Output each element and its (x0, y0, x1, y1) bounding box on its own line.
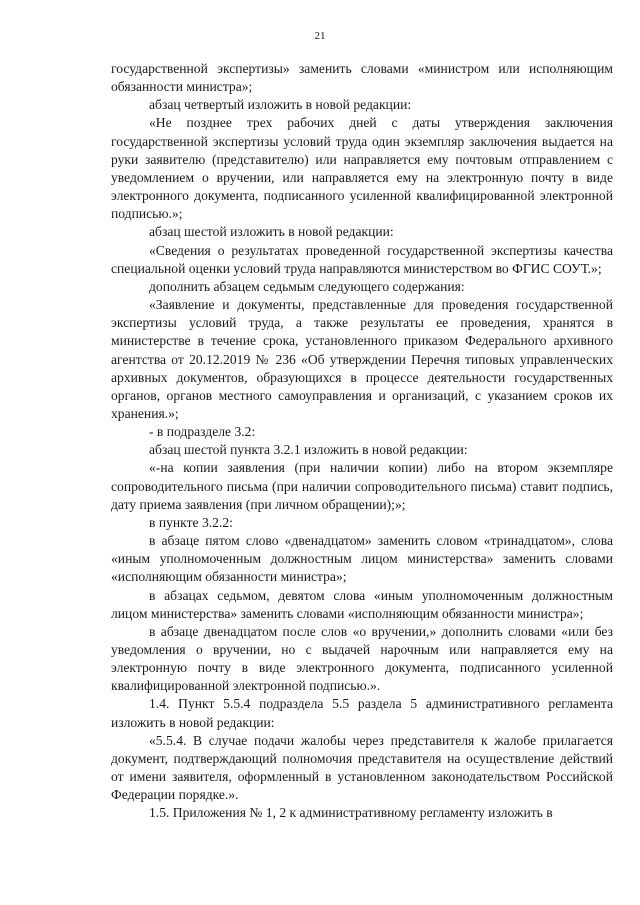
paragraph-13: в абзацах седьмом, девятом слова «иным уполномоченным должностным лицом министерства» заменить словами «исполняющим обязанности министра»; (111, 587, 613, 621)
paragraph-17: 1.5. Приложения № 1, 2 к административному регламенту изложить в (149, 805, 553, 821)
paragraph-14: в абзаце двенадцатом после слов «о вручении,» дополнить словами «или без уведомления о вручении, но с выдачей нарочным или направляется ему на электронную почту в виде электронного документа, подписанного усиленной квалифицированной электронной подписью.». (111, 623, 613, 694)
paragraph-8: - в подразделе 3.2: (149, 424, 256, 440)
paragraph-15: 1.4. Пункт 5.5.4 подраздела 5.5 раздела 5 административного регламента изложить в новой редакции: (111, 696, 613, 730)
paragraph-10: «-на копии заявления (при наличии копии) либо на втором экземпляре сопроводительного письма (при наличии сопроводительного письма) ставит подпись, дату приема заявления (при личном обращении);»; (111, 460, 613, 512)
paragraph-5: «Сведения о результатах проведенной государственной экспертизы качества специальной оценки условий труда направляются министерством во ФГИС СОУТ.»; (111, 242, 613, 276)
paragraph-3: «Не позднее трех рабочих дней с даты утверждения заключения государственной экспертизы условий труда один экземпляр заключения выдается на руки заявителю (представителю) или направляется ему почтовым отправлением с уведомлением о вручении, или направляется ему на электронную почту в виде электронного документа, подписанного усиленной квалифицированной электронной подписью.»; (111, 115, 613, 222)
paragraph-12: в абзаце пятом слово «двенадцатом» заменить словом «тринадцатом», слова «иным уполномоченным должностным лицом министерства» заменить словами «исполняющим обязанности министра»; (111, 533, 613, 585)
page-number: 21 (314, 30, 326, 42)
document-body (111, 60, 613, 823)
paragraph-11: в пункте 3.2.2: (149, 514, 233, 530)
paragraph-9: абзац шестой пункта 3.2.1 изложить в новой редакции: (149, 442, 468, 458)
paragraph-1: государственной экспертизы» заменить словами «министром или исполняющим обязанности министра»; (111, 61, 613, 95)
paragraph-2: абзац четвертый изложить в новой редакции: (149, 97, 412, 113)
paragraph-7: «Заявление и документы, представленные для проведения государственной экспертизы условий труда, а также результаты ее проведения, хранятся в министерстве в течение срока, установленного приказом Федерального архивного агентства от 20.12.2019 № 236 «Об утверждении Перечня типовых управленческих архивных документов, образующихся в процессе деятельности государственных органов, органов местного самоуправления и организаций, с указанием сроков их хранения.»; (111, 297, 613, 421)
paragraph-4: абзац шестой изложить в новой редакции: (149, 224, 394, 240)
paragraph-6: дополнить абзацем седьмым следующего содержания: (149, 278, 465, 294)
paragraph-16: «5.5.4. В случае подачи жалобы через представителя к жалобе прилагается документ, подтверждающий полномочия представителя на осуществление действий от имени заявителя, оформленный в установленном законодательством Российской Федерации порядке.». (111, 732, 613, 803)
